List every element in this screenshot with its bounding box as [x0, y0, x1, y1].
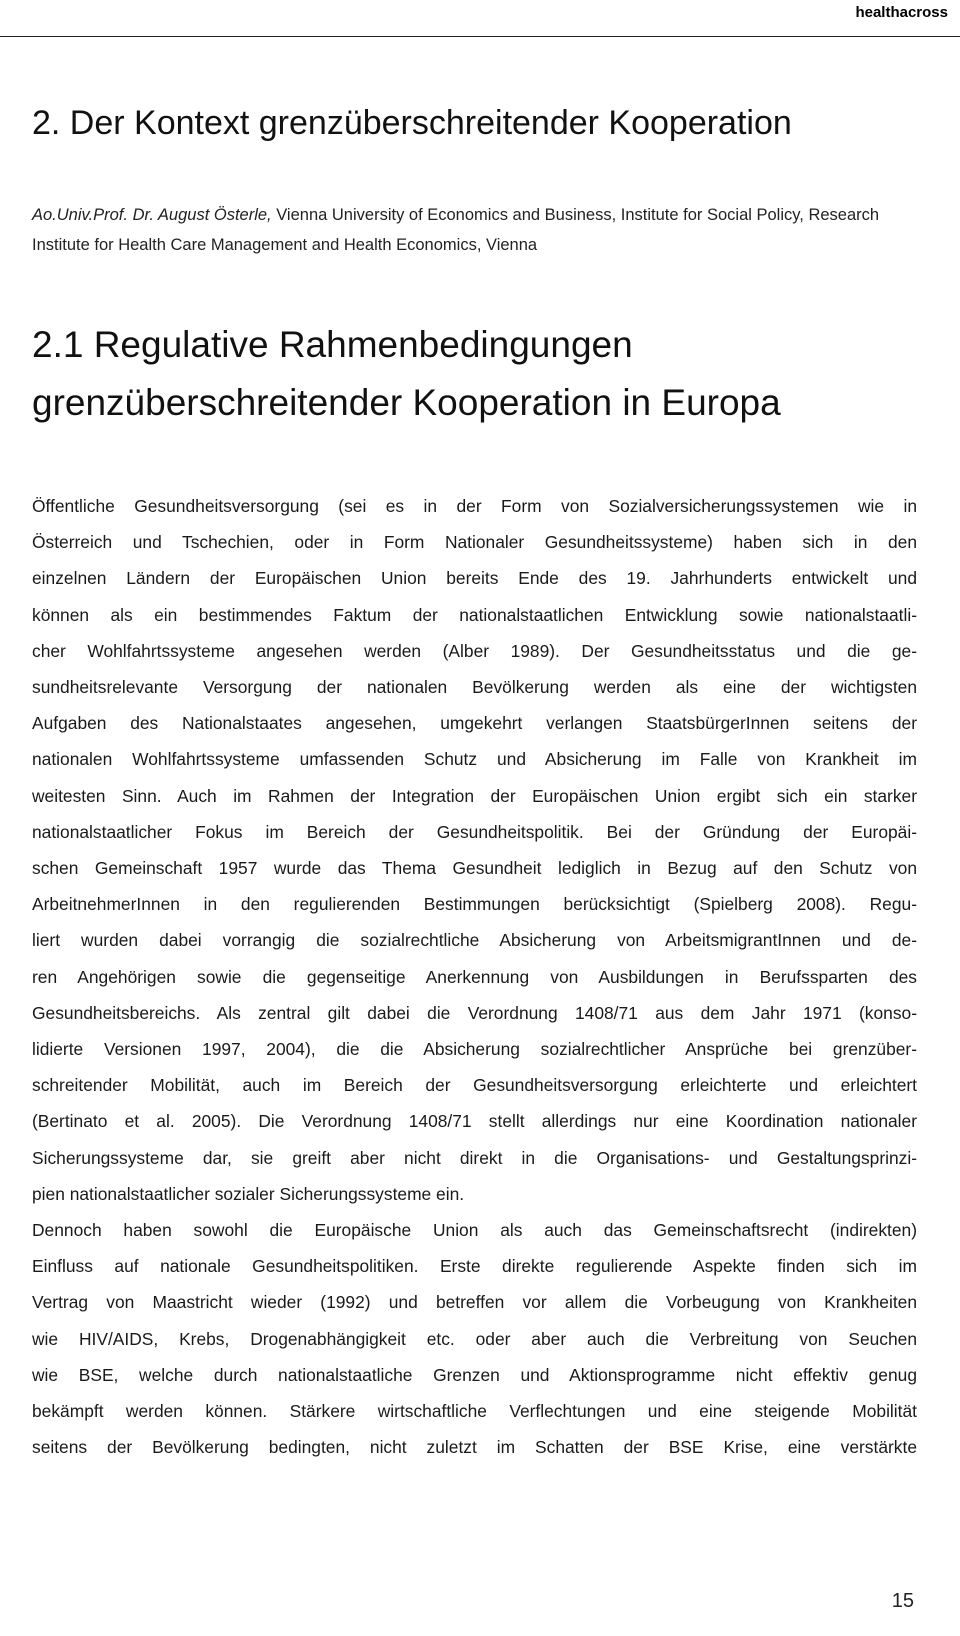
body-line: Aufgaben des Nationalstaates angesehen, umgekehrt verlangen StaatsbürgerInnen seitens der	[32, 713, 917, 734]
body-line: Gesundheitsbereichs. Als zentral gilt dabei die Verordnung 1408/71 aus dem Jahr 1971 (konso-	[32, 1002, 917, 1023]
body-line: seitens der Bevölkerung bedingten, nicht zuletzt im Schatten der BSE Krise, eine verstärkte	[32, 1437, 917, 1458]
body-line: können als ein bestimmendes Faktum der nationalstaatlichen Entwicklung sowie nationalstaatli-	[32, 604, 917, 625]
body-line: Öffentliche Gesundheitsversorgung (sei es in der Form von Sozialversicherungssystemen wie in	[32, 496, 917, 516]
brand-label: healthacross	[855, 4, 948, 21]
body-line: wie HIV/AIDS, Krebs, Drogenabhängigkeit etc. oder aber auch die Verbreitung von Seuchen	[32, 1328, 917, 1349]
page-number: 15	[891, 1590, 914, 1612]
chapter-title: 2. Der Kontext grenzüberschreitender Kooperation	[32, 104, 792, 142]
body-line: nationalen Wohlfahrtssysteme umfassenden Schutz und Absicherung im Falle von Krankheit im	[32, 749, 917, 770]
body-line: ArbeitnehmerInnen in den regulierenden Bestimmungen berücksichtigt (Spielberg 2008). Regu-	[32, 894, 917, 915]
author-name: Ao.Univ.Prof. Dr. August Österle,	[32, 206, 272, 224]
body-line: lidierte Versionen 1997, 2004), die die Absicherung sozialrechtlicher Ansprüche bei grenzüber-	[32, 1039, 917, 1060]
body-line: pien nationalstaatlicher sozialer Sicherungssysteme ein.	[32, 1183, 465, 1204]
body-line: einzelnen Ländern der Europäischen Union bereits Ende des 19. Jahrhunderts entwickelt und	[32, 568, 917, 589]
section-title-line1: 2.1 Regulative Rahmenbedingungen	[32, 324, 633, 365]
body-text	[32, 488, 917, 1465]
body-line: (Bertinato et al. 2005). Die Verordnung 1408/71 stellt allerdings nur eine Koordination nationaler	[32, 1111, 917, 1132]
body-line: Vertrag von Maastricht wieder (1992) und betreffen vor allem die Vorbeugung von Krankheiten	[32, 1292, 917, 1313]
body-line: Sicherungssysteme dar, sie greift aber nicht direkt in die Organisations- und Gestaltungsprinzi-	[32, 1147, 917, 1168]
body-line: Einfluss auf nationale Gesundheitspolitiken. Erste direkte regulierende Aspekte finden sich im	[32, 1256, 917, 1277]
section-title-line2: grenzüberschreitender Kooperation in Europa	[32, 382, 781, 423]
body-line: cher Wohlfahrtssysteme angesehen werden (Alber 1989). Der Gesundheitsstatus und die ge-	[32, 640, 917, 661]
body-line: schen Gemeinschaft 1957 wurde das Thema Gesundheit lediglich in Bezug auf den Schutz von	[32, 858, 917, 879]
body-line: weitesten Sinn. Auch im Rahmen der Integration der Europäischen Union ergibt sich ein starker	[32, 785, 917, 806]
body-line: wie BSE, welche durch nationalstaatliche Grenzen und Aktionsprogramme nicht effektiv genug	[32, 1364, 917, 1385]
section-title	[32, 316, 932, 432]
body-line: Österreich und Tschechien, oder in Form Nationaler Gesundheitssysteme) haben sich in den	[32, 532, 917, 553]
body-line: schreitender Mobilität, auch im Bereich der Gesundheitsversorgung erleichterte und erleichtert	[32, 1075, 917, 1096]
body-line: bekämpft werden können. Stärkere wirtschaftliche Verflechtungen und eine steigende Mobilität	[32, 1401, 917, 1422]
author-affiliation-line2: Institute for Health Care Management and Health Economics, Vienna	[32, 236, 538, 254]
body-line: liert wurden dabei vorrangig die sozialrechtliche Absicherung von ArbeitsmigrantInnen und de-	[32, 930, 917, 951]
body-line: nationalstaatlicher Fokus im Bereich der Gesundheitspolitik. Bei der Gründung der Europäi-	[32, 821, 917, 842]
body-line: Dennoch haben sowohl die Europäische Union als auch das Gemeinschaftsrecht (indirekten)	[32, 1220, 917, 1241]
body-line: sundheitsrelevante Versorgung der nationalen Bevölkerung werden als eine der wichtigsten	[32, 677, 917, 698]
author-affiliation-line1: Vienna University of Economics and Business, Institute for Social Policy, Research	[271, 206, 880, 224]
author-info	[32, 200, 937, 260]
page-header	[0, 0, 960, 37]
body-line: ren Angehörigen sowie die gegenseitige Anerkennung von Ausbildungen in Berufssparten des	[32, 966, 917, 987]
